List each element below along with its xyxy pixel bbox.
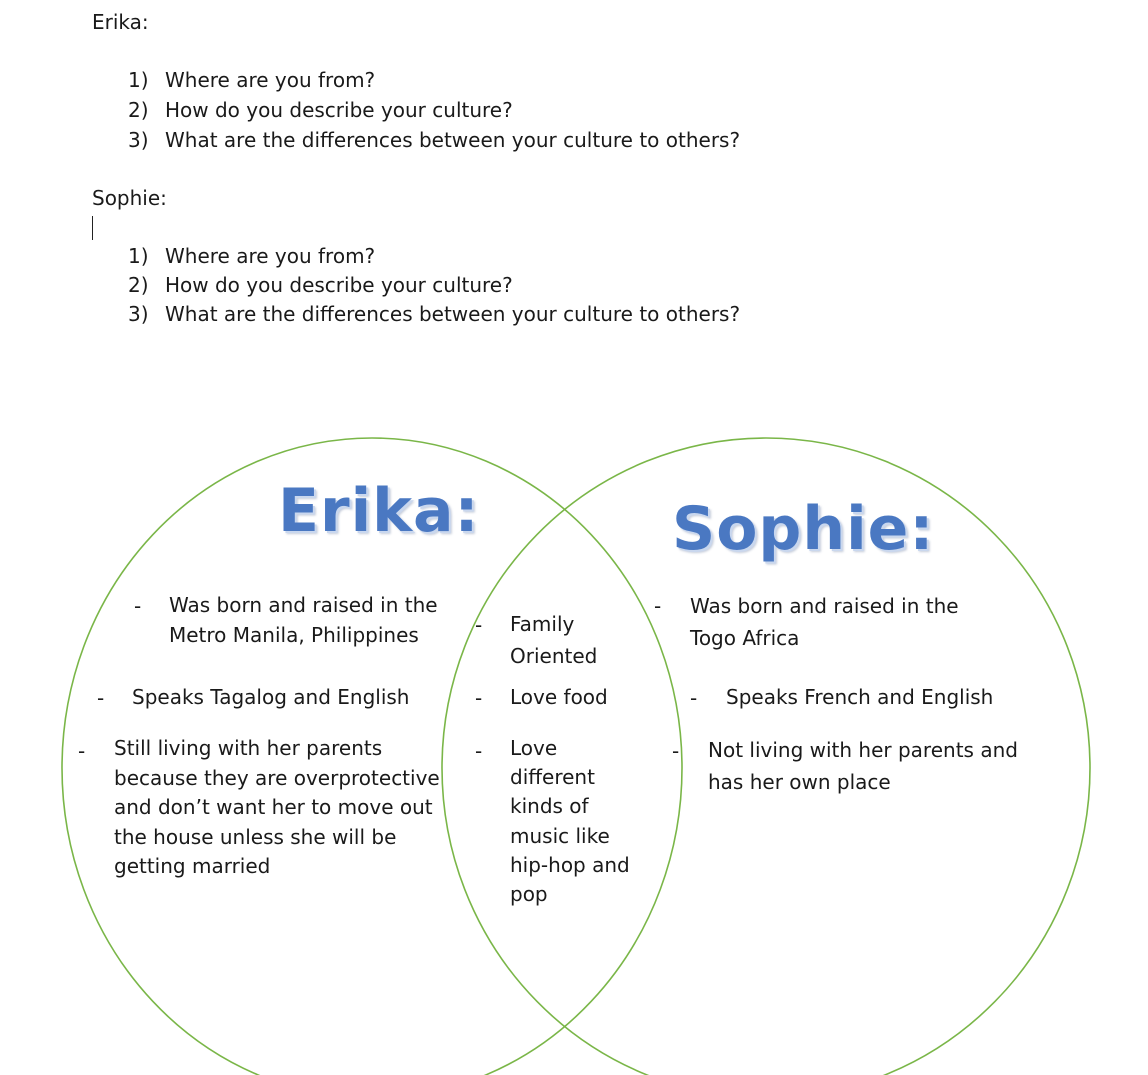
sophie-item-dash-2: - bbox=[690, 686, 698, 710]
erika-question-number-1: 1) bbox=[128, 68, 149, 92]
sophie-question-2: How do you describe your culture? bbox=[165, 273, 513, 297]
erika-item-2: Speaks Tagalog and English bbox=[132, 685, 410, 709]
shared-item-dash-2: - bbox=[475, 686, 483, 710]
shared-item-2: Love food bbox=[510, 685, 608, 709]
shared-item-1: Family Oriented bbox=[510, 612, 598, 668]
shared-item-3: Love different kinds of music like hip-hop and pop bbox=[510, 736, 630, 907]
erika-question-number-3: 3) bbox=[128, 128, 149, 152]
erika-question-3: What are the differences between your culture to others? bbox=[165, 128, 741, 152]
erika-item-dash-3: - bbox=[78, 739, 86, 763]
sophie-heading: Sophie: bbox=[92, 186, 167, 210]
erika-heading: Erika: bbox=[92, 10, 149, 34]
sophie-item-dash-1: - bbox=[654, 594, 662, 618]
sophie-item-1: Was born and raised in the Togo Africa bbox=[690, 594, 959, 650]
sophie-question-number-3: 3) bbox=[128, 302, 149, 326]
erika-question-2: How do you describe your culture? bbox=[165, 98, 513, 122]
shared-item-dash-1: - bbox=[475, 613, 483, 637]
sophie-question-1: Where are you from? bbox=[165, 244, 376, 268]
erika-question-number-2: 2) bbox=[128, 98, 149, 122]
sophie-item-dash-3: - bbox=[672, 739, 680, 763]
shared-item-dash-3: - bbox=[475, 739, 483, 763]
sophie-item-2: Speaks French and English bbox=[726, 685, 994, 709]
erika-question-1: Where are you from? bbox=[165, 68, 376, 92]
sophie-item-3: Not living with her parents and has her own place bbox=[708, 738, 1018, 794]
sophie-title: Sophie: bbox=[672, 494, 935, 564]
erika-item-dash-2: - bbox=[97, 686, 105, 710]
erika-item-1: Was born and raised in the Metro Manila, Philippines bbox=[169, 593, 438, 647]
erika-title: Erika: bbox=[278, 476, 480, 546]
erika-item-3: Still living with her parents because they are overprotective and don’t want her to move out the house unless she will be getting married bbox=[114, 736, 440, 878]
sophie-question-3: What are the differences between your culture to others? bbox=[165, 302, 741, 326]
sophie-question-number-1: 1) bbox=[128, 244, 149, 268]
erika-item-dash-1: - bbox=[134, 594, 142, 618]
sophie-question-number-2: 2) bbox=[128, 273, 149, 297]
